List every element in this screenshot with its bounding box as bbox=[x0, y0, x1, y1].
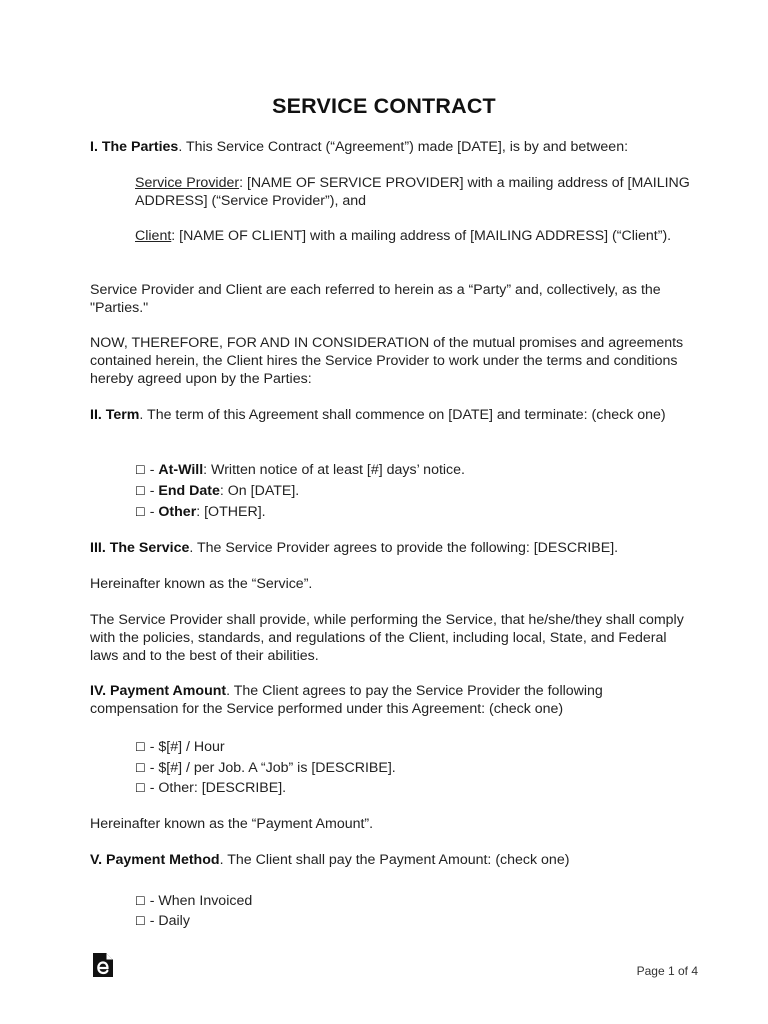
option-text: : On [DATE]. bbox=[219, 483, 300, 499]
checkbox-icon[interactable]: ☐ bbox=[135, 914, 146, 928]
term-text: . The term of this Agreement shall commence on [DATE] and terminate: (check one) bbox=[139, 407, 666, 423]
checkbox-icon[interactable]: ☐ bbox=[135, 505, 146, 519]
option-text: - Daily bbox=[145, 913, 190, 929]
payment-amount-text: . The Client agrees to pay the Service Provider the following compensation for the Service performed under this Agreement: (check one) bbox=[90, 683, 603, 717]
option-prefix: - bbox=[145, 462, 159, 478]
page-number: Page 1 of 4 bbox=[636, 964, 698, 978]
option-text: : [OTHER]. bbox=[196, 504, 266, 520]
term-heading: II. Term bbox=[90, 407, 140, 423]
service-comply-paragraph: The Service Provider shall provide, while performing the Service, that he/she/they shall comply with the policies, standards, and regulations of the Client, including local, State, and Federal laws and to the best of their abilities. bbox=[90, 612, 684, 664]
option-label: Other bbox=[158, 504, 197, 520]
payment-method-text: . The Client shall pay the Payment Amount: (check one) bbox=[219, 852, 570, 868]
payment-method-option-daily[interactable] bbox=[135, 912, 695, 930]
parties-definition-paragraph: Service Provider and Client are each referred to herein as a “Party” and, collectively, as the "Parties." bbox=[90, 282, 661, 316]
term-option-other[interactable] bbox=[135, 503, 695, 521]
term-option-end-date[interactable] bbox=[135, 482, 695, 500]
service-paragraph bbox=[90, 539, 690, 557]
service-heading: III. The Service bbox=[90, 540, 190, 556]
payment-option-hour[interactable] bbox=[135, 738, 695, 756]
term-option-at-will[interactable] bbox=[135, 461, 695, 479]
payment-method-option-invoiced[interactable] bbox=[135, 892, 695, 910]
service-known-as: Hereinafter known as the “Service”. bbox=[90, 576, 313, 592]
payment-option-other[interactable] bbox=[135, 779, 695, 797]
eforms-logo-icon bbox=[92, 952, 114, 978]
option-label: At-Will bbox=[158, 462, 204, 478]
option-text: - When Invoiced bbox=[145, 893, 253, 909]
checkbox-icon[interactable]: ☐ bbox=[135, 894, 146, 908]
service-provider-label: Service Provider bbox=[135, 175, 240, 191]
option-text: - $[#] / per Job. A “Job” is [DESCRIBE]. bbox=[145, 760, 396, 776]
term-paragraph bbox=[90, 406, 690, 424]
client-label: Client bbox=[135, 228, 172, 244]
option-text: : Written notice of at least [#] days’ notice. bbox=[203, 462, 465, 478]
service-provider-text: : [NAME OF SERVICE PROVIDER] with a mailing address of [MAILING ADDRESS] (“Service Provider”), and bbox=[135, 175, 690, 209]
option-text: - Other: [DESCRIBE]. bbox=[145, 780, 287, 796]
checkbox-icon[interactable]: ☐ bbox=[135, 781, 146, 795]
client-paragraph bbox=[135, 227, 695, 245]
option-label: End Date bbox=[158, 483, 220, 499]
service-text: . The Service Provider agrees to provide the following: [DESCRIBE]. bbox=[189, 540, 619, 556]
checkbox-icon[interactable]: ☐ bbox=[135, 761, 146, 775]
parties-text: . This Service Contract (“Agreement”) made [DATE], is by and between: bbox=[178, 139, 629, 155]
option-text: - $[#] / Hour bbox=[145, 739, 225, 755]
client-text: : [NAME OF CLIENT] with a mailing address of [MAILING ADDRESS] (“Client”). bbox=[171, 228, 672, 244]
payment-amount-paragraph bbox=[90, 682, 690, 718]
option-prefix: - bbox=[145, 504, 159, 520]
service-provider-paragraph bbox=[135, 174, 695, 210]
payment-method-heading: V. Payment Method bbox=[90, 852, 220, 868]
parties-heading: I. The Parties bbox=[90, 139, 179, 155]
payment-option-job[interactable] bbox=[135, 759, 695, 777]
document-title: SERVICE CONTRACT bbox=[272, 94, 496, 118]
now-therefore-paragraph: NOW, THEREFORE, FOR AND IN CONSIDERATION of the mutual promises and agreements contained herein, the Client hires the Service Provider to work under the terms and conditions hereby agreed upon by the Parties: bbox=[90, 335, 684, 387]
payment-amount-heading: IV. Payment Amount bbox=[90, 683, 227, 699]
parties-paragraph bbox=[90, 138, 690, 156]
checkbox-icon[interactable]: ☐ bbox=[135, 484, 146, 498]
payment-amount-known-as: Hereinafter known as the “Payment Amount”. bbox=[90, 816, 374, 832]
checkbox-icon[interactable]: ☐ bbox=[135, 740, 146, 754]
checkbox-icon[interactable]: ☐ bbox=[135, 463, 146, 477]
option-prefix: - bbox=[145, 483, 159, 499]
payment-method-paragraph bbox=[90, 851, 690, 869]
